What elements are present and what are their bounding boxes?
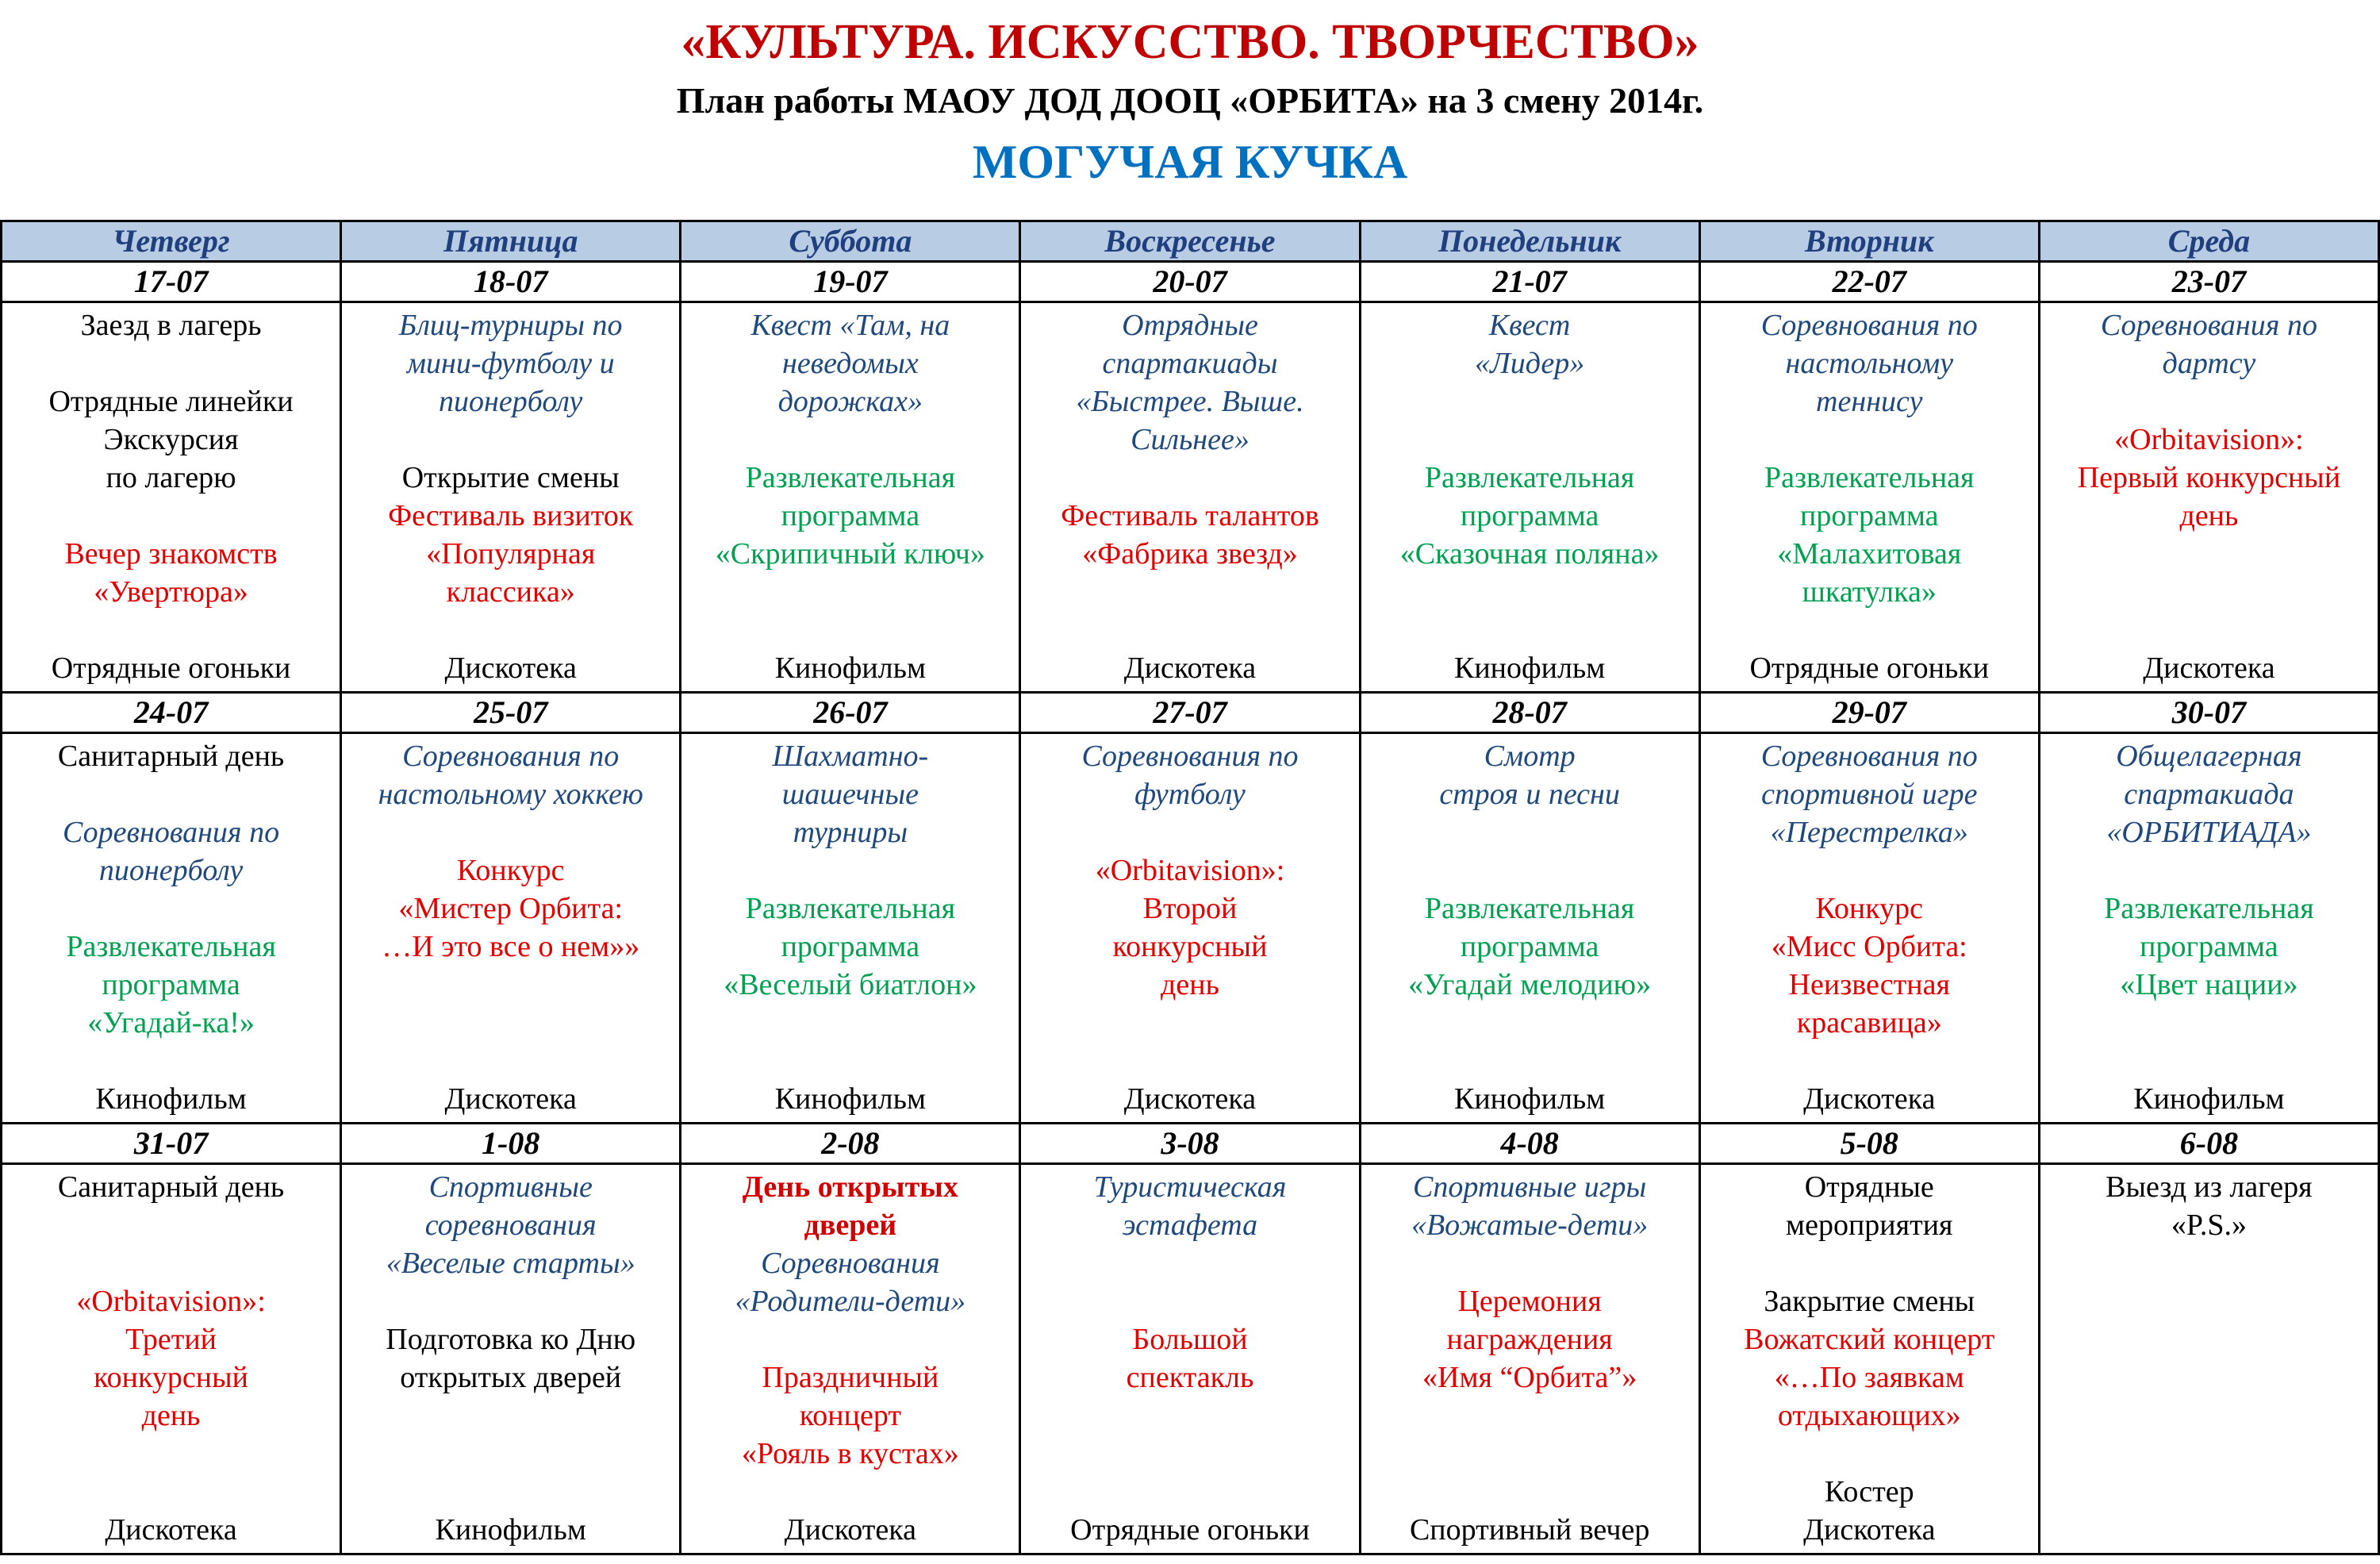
blank-line (1021, 1282, 1358, 1320)
blank-line (342, 1004, 679, 1042)
event-line: классика» (446, 575, 575, 609)
date-cell: 25-07 (341, 693, 681, 733)
event-line: теннису (1816, 385, 1923, 418)
blank-line (2040, 573, 2378, 611)
event-line: «Рояль в кустах» (741, 1437, 959, 1470)
date-row (2, 262, 2379, 302)
day-events-cell (681, 1164, 1020, 1554)
blank-line (2, 1206, 340, 1244)
blank-line (1701, 611, 2038, 649)
blank-line (681, 1473, 1019, 1511)
event-line: Дискотека (1803, 1082, 1936, 1116)
event-line: «Цвет нации» (2120, 968, 2298, 1001)
event-line: Блиц-турниры по (398, 309, 623, 342)
event-line: Подготовка ко Дню (386, 1323, 636, 1356)
event-line: «…По заявкам (1774, 1361, 1964, 1394)
event-line: пионерболу (98, 854, 244, 887)
event-line: Вожатский концерт (1744, 1323, 1995, 1356)
blank-line (1701, 1435, 2038, 1473)
event-line: Соревнования по (402, 740, 620, 773)
blank-line (1021, 813, 1358, 851)
blank-line (342, 1042, 679, 1080)
event-line: Костер (1824, 1475, 1914, 1508)
event-line: пионерболу (439, 385, 583, 418)
event-line: Конкурс (456, 854, 565, 887)
event-line: Дискотека (444, 651, 577, 685)
day-events-cell (2, 302, 341, 693)
blank-line (1361, 851, 1699, 890)
day-events-cell (2039, 733, 2378, 1124)
event-line: Общелагерная (2116, 740, 2302, 773)
day-events-cell (1699, 1164, 2039, 1554)
blank-line (1361, 1042, 1699, 1080)
weekday-header: Понедельник (1360, 221, 1699, 262)
event-line: Кинофильм (1453, 1082, 1606, 1116)
events-row (2, 1164, 2379, 1554)
event-line: День открытых (742, 1170, 958, 1204)
blank-line (1021, 1042, 1358, 1080)
event-line: «Увертюра» (94, 575, 248, 609)
blank-line (342, 1473, 679, 1511)
shift-theme: МОГУЧАЯ КУЧКА (972, 136, 1408, 188)
event-line: Дискотека (1803, 1513, 1936, 1547)
blank-line (681, 421, 1019, 459)
event-line: «Малахитовая (1777, 537, 1962, 571)
event-line: строя и песни (1439, 778, 1620, 811)
event-line: Кинофильм (2133, 1082, 2285, 1116)
day-events-cell (2, 733, 341, 1124)
event-line: спортивной игре (1761, 778, 1978, 811)
event-line: шкатулка» (1802, 575, 1937, 609)
event-line: Спортивный вечер (1409, 1513, 1650, 1547)
event-line: Соревнования по (63, 816, 280, 849)
event-line: Соревнования по (1081, 740, 1299, 773)
blank-line (2040, 1282, 2378, 1320)
event-line: программа (1800, 499, 1939, 532)
document-subtitle: План работы МАОУ ДОД ДООЦ «ОРБИТА» на 3 смену 2014г. (676, 80, 1704, 121)
day-events-cell (1360, 733, 1699, 1124)
event-line: Кинофильм (435, 1513, 586, 1547)
event-line: Первый конкурсный (2077, 461, 2341, 494)
event-line: Отрядные (1804, 1170, 1934, 1204)
event-line: «Вожатые-дети» (1411, 1209, 1649, 1242)
day-events-cell (681, 302, 1020, 693)
blank-line (1021, 1244, 1358, 1282)
blank-line (342, 1282, 679, 1320)
event-line: Развлекательная (745, 892, 956, 925)
event-line: концерт (799, 1399, 901, 1432)
event-line: спектакль (1126, 1361, 1254, 1394)
event-line: открытых дверей (400, 1361, 622, 1394)
event-line: день (1161, 968, 1219, 1001)
event-line: день (2179, 499, 2239, 532)
day-events-cell (1360, 1164, 1699, 1554)
event-line: «ОРБИТИАДА» (2106, 816, 2312, 849)
event-line: …И это все о нем»» (382, 930, 640, 963)
event-line: «Угадай-ка!» (87, 1006, 255, 1039)
event-line: «P.S.» (2171, 1209, 2247, 1242)
event-line: программа (1460, 930, 1599, 963)
blank-line (1361, 573, 1699, 611)
event-line: дорожках» (777, 385, 923, 418)
event-line: «Мистер Орбита: (398, 892, 623, 925)
weekday-header: Четверг (2, 221, 341, 262)
event-line: Закрытие смены (1764, 1285, 1975, 1318)
event-line: программа (2140, 930, 2278, 963)
weekday-header-row (2, 221, 2379, 262)
event-line: Соревнования по (1760, 309, 1978, 342)
event-line: Шахматно- (772, 740, 929, 773)
event-line: «Веселые старты» (386, 1247, 635, 1280)
blank-line (1701, 1042, 2038, 1080)
blank-line (1021, 1004, 1358, 1042)
event-line: Кинофильм (1453, 651, 1606, 685)
event-line: «Скрипичный ключ» (715, 537, 985, 571)
event-line: «Orbitavision»: (1095, 854, 1285, 887)
event-line: Отрядные (1122, 309, 1258, 342)
event-line: «Orbitavision»: (2114, 423, 2304, 456)
blank-line (2040, 1473, 2378, 1511)
day-events-cell (1360, 302, 1699, 693)
day-events-cell (2, 1164, 341, 1554)
day-events-cell (1699, 733, 2039, 1124)
blank-line (2040, 1358, 2378, 1397)
event-line: Большой (1132, 1323, 1248, 1356)
date-cell: 28-07 (1360, 693, 1699, 733)
day-events-cell (341, 733, 681, 1124)
event-line: Фестиваль визиток (388, 499, 634, 532)
event-line: Праздничный (762, 1361, 939, 1394)
date-cell: 23-07 (2039, 262, 2378, 302)
day-events-cell (1699, 302, 2039, 693)
event-line: дартсу (2162, 347, 2256, 380)
event-line: Выезд из лагеря (2106, 1170, 2313, 1204)
blank-line (2, 1042, 340, 1080)
blank-line (342, 611, 679, 649)
event-line: Заезд в лагерь (80, 309, 262, 342)
blank-line (1361, 1244, 1699, 1282)
blank-line (1701, 1244, 2038, 1282)
blank-line (342, 1435, 679, 1473)
date-cell: 21-07 (1360, 262, 1699, 302)
day-events-cell (1020, 733, 1360, 1124)
blank-line (2040, 382, 2378, 421)
event-line: Отрядные огоньки (1749, 651, 1990, 685)
date-cell: 3-08 (1020, 1124, 1360, 1164)
blank-line (1361, 813, 1699, 851)
blank-line (2040, 1004, 2378, 1042)
day-events-cell (681, 733, 1020, 1124)
event-line: Квест «Там, на (750, 309, 950, 342)
event-line: «Сказочная поляна» (1399, 537, 1660, 571)
event-line: Экскурсия (103, 423, 239, 456)
blank-line (681, 1042, 1019, 1080)
blank-line (2, 1473, 340, 1511)
date-cell: 5-08 (1699, 1124, 2039, 1164)
event-line: турниры (793, 816, 908, 849)
blank-line (2040, 1244, 2378, 1282)
weekday-header: Вторник (1699, 221, 2039, 262)
blank-line (1361, 611, 1699, 649)
date-cell: 1-08 (341, 1124, 681, 1164)
blank-line (342, 421, 679, 459)
event-line: Развлекательная (1424, 892, 1635, 925)
event-line: Отрядные огоньки (1070, 1513, 1310, 1547)
event-line: Кинофильм (774, 651, 927, 685)
blank-line (681, 1320, 1019, 1358)
event-line: день (141, 1399, 201, 1432)
date-cell: 24-07 (2, 693, 341, 733)
event-line: Фестиваль талантов (1061, 499, 1319, 532)
blank-line (342, 813, 679, 851)
day-events-cell (2039, 1164, 2378, 1554)
event-line: настольному хоккею (378, 778, 643, 811)
blank-line (681, 611, 1019, 649)
event-line: Отрядные линейки (48, 385, 294, 418)
event-line: Кинофильм (95, 1082, 247, 1116)
event-line: Дискотека (2143, 651, 2275, 685)
date-cell: 6-08 (2039, 1124, 2378, 1164)
event-line: Вечер знакомств (64, 537, 278, 571)
event-line: Санитарный день (57, 740, 285, 773)
event-line: Конкурс (1815, 892, 1924, 925)
blank-line (2040, 851, 2378, 890)
event-line: «Фабрика звезд» (1082, 537, 1298, 571)
event-line: Отрядные огоньки (51, 651, 291, 685)
event-line: Спортивные игры (1412, 1170, 1647, 1204)
date-row (2, 693, 2379, 733)
event-line: Второй (1142, 892, 1238, 925)
blank-line (2, 1435, 340, 1473)
event-line: Санитарный день (57, 1170, 285, 1204)
day-events-cell (2039, 302, 2378, 693)
blank-line (2040, 535, 2378, 573)
blank-line (1701, 851, 2038, 890)
blank-line (2, 497, 340, 535)
event-line: программа (781, 930, 920, 963)
weekday-header: Среда (2039, 221, 2378, 262)
date-cell: 30-07 (2039, 693, 2378, 733)
event-line: «Популярная (426, 537, 596, 571)
event-line: шашечные (781, 778, 919, 811)
event-line: настольному (1785, 347, 1954, 380)
weekday-header: Воскресенье (1020, 221, 1360, 262)
event-line: мини-футболу и (406, 347, 615, 380)
blank-line (2040, 1511, 2378, 1549)
event-line: отдыхающих» (1777, 1399, 1961, 1432)
date-cell: 2-08 (681, 1124, 1020, 1164)
event-line: Развлекательная (745, 461, 956, 494)
date-cell: 31-07 (2, 1124, 341, 1164)
blank-line (681, 573, 1019, 611)
event-line: Кинофильм (774, 1082, 927, 1116)
blank-line (2, 1244, 340, 1282)
event-line: Сильнее» (1130, 423, 1250, 456)
blank-line (681, 1004, 1019, 1042)
event-line: Спортивные (428, 1170, 593, 1204)
event-line: Дискотека (1123, 651, 1257, 685)
events-row (2, 302, 2379, 693)
date-cell: 4-08 (1360, 1124, 1699, 1164)
event-line: Неизвестная (1788, 968, 1950, 1001)
event-line: Дискотека (105, 1513, 237, 1547)
event-line: «Лидер» (1474, 347, 1585, 380)
blank-line (1021, 1473, 1358, 1511)
event-line: спартакиада (2124, 778, 2294, 811)
event-line: Туристическая (1093, 1170, 1287, 1204)
blank-line (2, 611, 340, 649)
event-line: футболу (1134, 778, 1246, 811)
date-cell: 19-07 (681, 262, 1020, 302)
event-line: Дискотека (444, 1082, 577, 1116)
blank-line (1361, 382, 1699, 421)
event-line: Церемония (1457, 1285, 1602, 1318)
blank-line (1021, 611, 1358, 649)
blank-line (2040, 1320, 2378, 1358)
document-title: «КУЛЬТУРА. ИСКУССТВО. ТВОРЧЕСТВО» (681, 15, 1699, 69)
event-line: Соревнования (761, 1247, 940, 1280)
event-line: Дискотека (1123, 1082, 1257, 1116)
date-row (2, 1124, 2379, 1164)
day-events-cell (341, 1164, 681, 1554)
blank-line (2, 775, 340, 813)
event-line: Соревнования по (2100, 309, 2317, 342)
event-line: программа (1460, 499, 1599, 532)
date-cell: 17-07 (2, 262, 341, 302)
event-line: «Мисс Орбита: (1771, 930, 1967, 963)
event-line: красавица» (1796, 1006, 1942, 1039)
blank-line (2, 344, 340, 382)
blank-line (1021, 573, 1358, 611)
event-line: дверей (804, 1209, 897, 1242)
blank-line (1361, 1397, 1699, 1435)
blank-line (342, 1397, 679, 1435)
event-line: по лагерю (106, 461, 236, 494)
day-events-cell (1020, 1164, 1360, 1554)
day-events-cell (1020, 302, 1360, 693)
event-line: Развлекательная (1424, 461, 1635, 494)
event-line: Развлекательная (2104, 892, 2314, 925)
event-line: награждения (1446, 1323, 1613, 1356)
blank-line (1021, 1435, 1358, 1473)
event-line: Открытие смены (401, 461, 620, 494)
date-cell: 20-07 (1020, 262, 1360, 302)
event-line: эстафета (1122, 1209, 1258, 1242)
event-line: программа (781, 499, 920, 532)
event-line: «Перестрелка» (1770, 816, 1968, 849)
event-line: соревнования (424, 1209, 597, 1242)
event-line: «Имя “Орбита”» (1422, 1361, 1637, 1394)
date-cell: 22-07 (1699, 262, 2039, 302)
event-line: «Родители-дети» (735, 1285, 966, 1318)
blank-line (681, 851, 1019, 890)
date-cell: 26-07 (681, 693, 1020, 733)
date-cell: 27-07 (1020, 693, 1360, 733)
event-line: «Веселый биатлон» (724, 968, 977, 1001)
event-line: неведомых (781, 347, 919, 380)
event-line: Квест (1488, 309, 1571, 342)
event-line: мероприятия (1786, 1209, 1953, 1242)
blank-line (1361, 1473, 1699, 1511)
blank-line (2040, 1397, 2378, 1435)
event-line: «Угадай мелодию» (1408, 968, 1652, 1001)
weekday-header: Суббота (681, 221, 1020, 262)
blank-line (1361, 1435, 1699, 1473)
blank-line (342, 966, 679, 1004)
day-events-cell (341, 302, 681, 693)
blank-line (1701, 421, 2038, 459)
event-line: программа (102, 968, 240, 1001)
weekday-header: Пятница (341, 221, 681, 262)
event-line: Соревнования по (1760, 740, 1978, 773)
blank-line (2040, 611, 2378, 649)
event-line: «Orbitavision»: (76, 1285, 266, 1318)
event-line: конкурсный (1112, 930, 1268, 963)
blank-line (1021, 459, 1358, 497)
event-line: Третий (125, 1323, 217, 1356)
blank-line (2, 890, 340, 928)
schedule-table (0, 220, 2380, 1555)
event-line: Смотр (1484, 740, 1576, 773)
event-line: спартакиады (1102, 347, 1278, 380)
blank-line (1361, 421, 1699, 459)
event-line: «Быстрее. Выше. (1076, 385, 1304, 418)
event-line: Развлекательная (66, 930, 276, 963)
blank-line (2040, 1435, 2378, 1473)
date-cell: 29-07 (1699, 693, 2039, 733)
events-row (2, 733, 2379, 1124)
blank-line (1361, 1004, 1699, 1042)
blank-line (1021, 1397, 1358, 1435)
event-line: Развлекательная (1764, 461, 1975, 494)
date-cell: 18-07 (341, 262, 681, 302)
event-line: конкурсный (94, 1361, 248, 1394)
blank-line (2040, 1042, 2378, 1080)
event-line: Дискотека (784, 1513, 917, 1547)
